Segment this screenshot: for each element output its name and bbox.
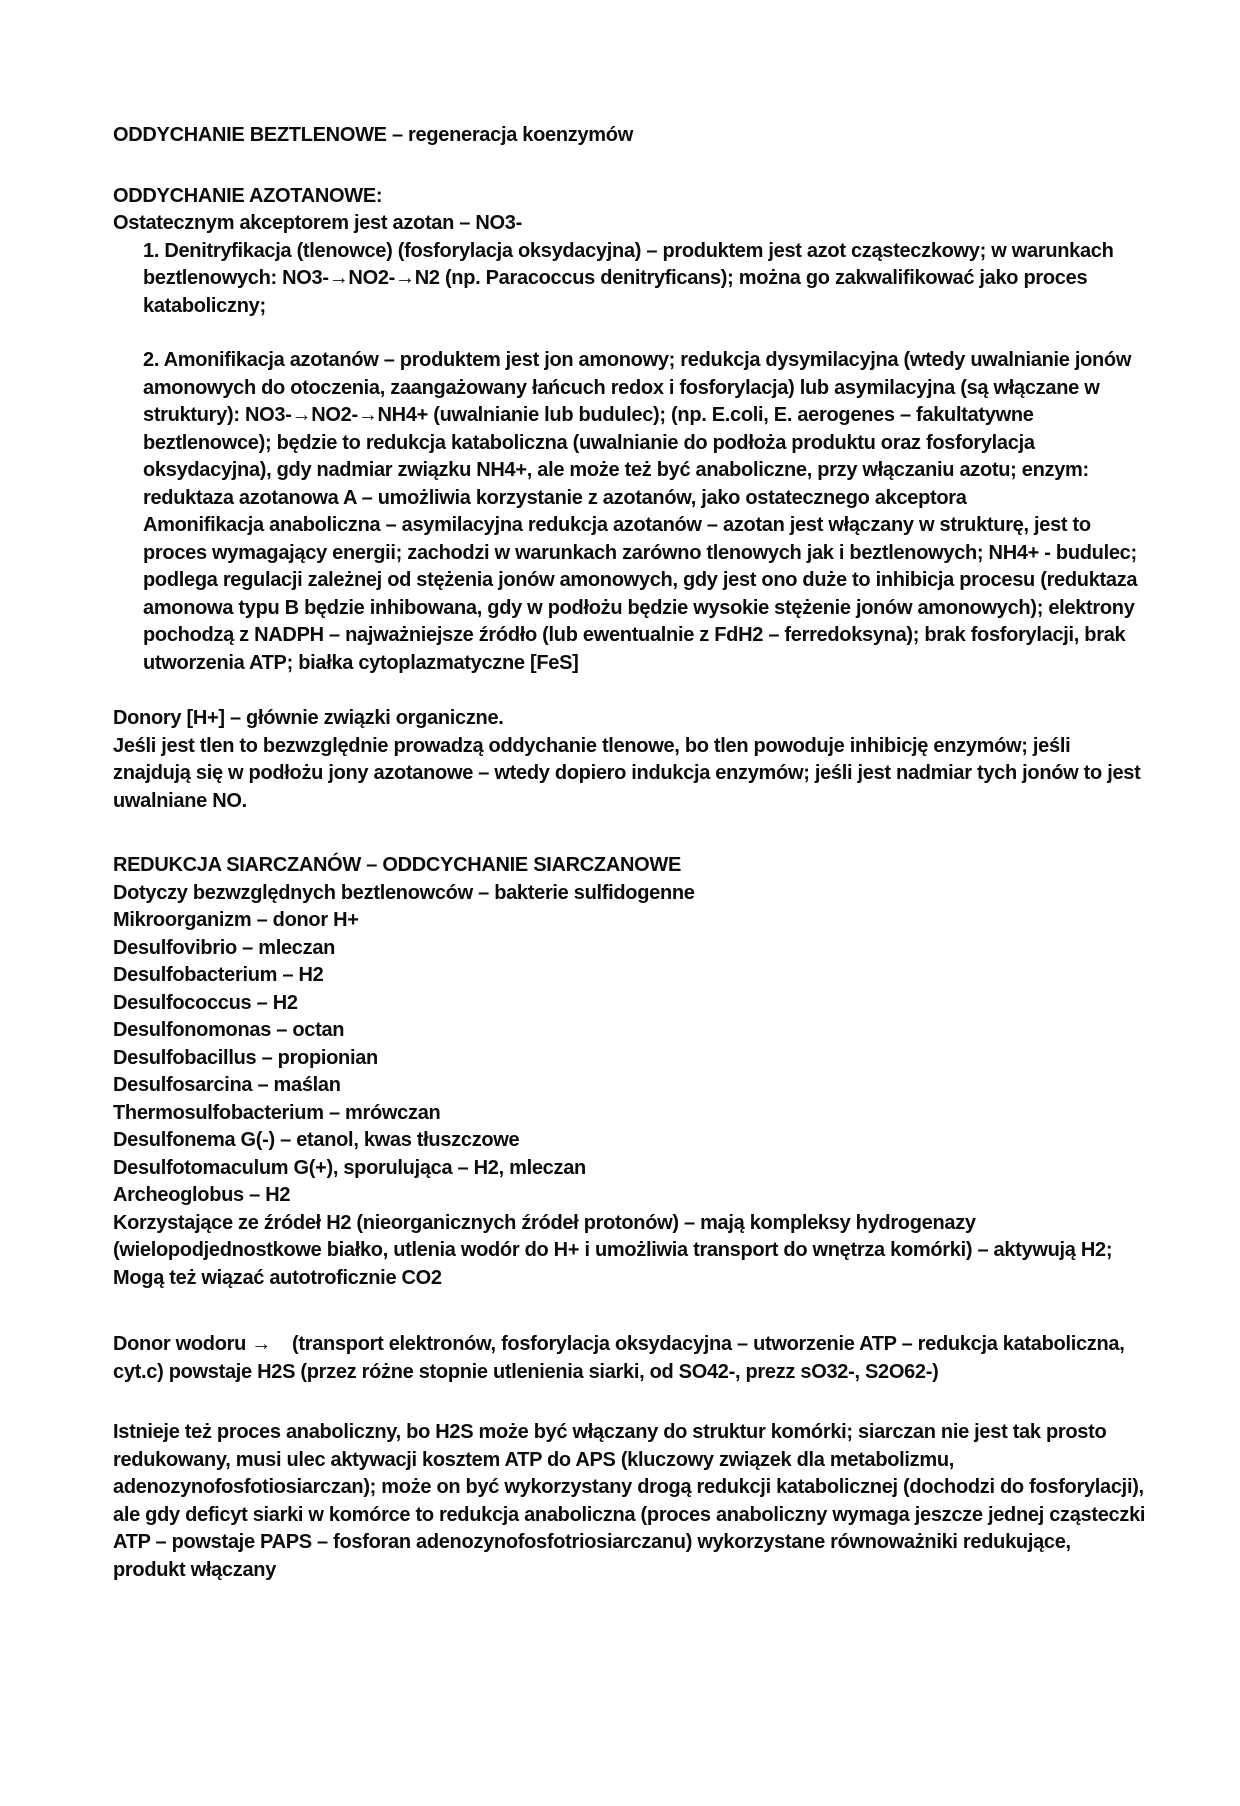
- nitrate-section-heading: ODDYCHANIE AZOTANOWE:: [113, 184, 383, 207]
- hydrogen-donor-paragraph: Donor wodoru → (transport elektronów, fosforylacja oksydacyjna – utworzenie ATP – redukcja kataboliczna, cyt.c) powstaje H2S (przez różne stopnie utlenienia siarki, od SO42-, prezz sO32-, S2O62-): [113, 1333, 1130, 1383]
- sulfate-section-heading: REDUKCJA SIARCZANÓW – ODDCYCHANIE SIARCZANOWE: [113, 854, 681, 876]
- h2-sources-paragraph: Korzystające ze źródeł H2 (nieorganicznych źródeł protonów) – mają kompleksy hydrogenazy (wielopodjednostkowe białko, utlenia wodór do H+ i umożliwia transport do wnętrza komórki) – aktywują H2;: [113, 1211, 1113, 1261]
- doc-title: ODDYCHANIE BEZTLENOWE – regeneracja koenzymów: [113, 124, 633, 146]
- oxygen-note-paragraph: Jeśli jest tlen to bezwzględnie prowadzą oddychanie tlenowe, bo tlen powoduje inhibicję enzymów; jeśli znajdują się w podłożu jony azotanowe – wtedy dopiero indukcja enzymów; jeśli jest nadmiar tych jonów to jest uwalniane NO.: [113, 734, 1146, 812]
- organism-list-item: Desulfovibrio – mleczan: [113, 936, 336, 959]
- organism-list-item: Thermosulfobacterium – mrówczan: [113, 1101, 441, 1124]
- anabolic-ammonification-paragraph: Amonifikacja anaboliczna – asymilacyjna redukcja azotanów – azotan jest włączany w strukturę, jest to proces wymagający energii; zachodzi w warunkach zarówno tlenowych jak i beztlenowych; NH4+ - budulec; podlega regulacji zależnej od stężenia jonów amonowych, gdy jest ono duże to inhibicja procesu (reduktaza amonowa typu B będzie inhibowana, gdy w podłożu będzie wysokie stężenie jonów amonowych); elektrony pochodzą z NADPH – najważniejsze źródło (lub ewentualnie z FdH2 – ferredoksyna); brak fosforylacji, brak utworzenia ATP; białka cytoplazmatyczne [FeS]: [143, 514, 1143, 674]
- organism-list-item: Desulfonema G(-) – etanol, kwas tłuszczowe: [113, 1129, 520, 1151]
- organism-list-item: Desulfosarcina – maślan: [113, 1074, 341, 1096]
- anabolic-sulfate-paragraph: Istnieje też proces anaboliczny, bo H2S może być włączany do struktur komórki; siarczan nie jest tak prosto redukowany, musi ulec aktywacji kosztem ATP do APS (kluczowy związek dla metabolizmu, adenozynofosfotiosiarczan); może on być wykorzystany drogą redukcji katabolicznej (dochodzi do fosforylacji), ale gdy deficyt siarki w komórce to redukcja anaboliczna (proces anaboliczny wymaga jeszcze jednej cząsteczki ATP – powstaje PAPS – fosforan adenozynofosfotriosiarczanu) wykorzystane równoważniki redukujące, produkt włączany: [113, 1421, 1150, 1581]
- organism-list-item: Desulfobacterium – H2: [113, 964, 324, 986]
- sulfate-subheading: Dotyczy bezwzględnych beztlenowców – bakterie sulfidogenne: [113, 881, 695, 904]
- organism-list-item: Desulfobacillus – propionian: [113, 1046, 378, 1069]
- organism-list-item: Desulfotomaculum G(+), sporulująca – H2, mleczan: [113, 1156, 586, 1179]
- organism-donor-caption: Mikroorganizm – donor H+: [113, 909, 359, 931]
- ammonification-item: 2. Amonifikacja azotanów – produktem jest jon amonowy; redukcja dysymilacyjna (wtedy uwalnianie jonów amonowych do otoczenia, zaangażowany łańcuch redox i fosforylacja) lub asymilacyjna (są włączane w struktury): NO3-→NO2-→NH4+ (uwalnianie lub budulec); (np. E.coli, E. aerogenes – fakultatywne beztlenowce); będzie to redukcja kataboliczna (uwalnianie do podłoża produktu oraz fosforylacja oksydacyjna), gdy nadmiar związku NH4+, ale może też być anaboliczne, przy włączaniu azotu; enzym: reduktaza azotanowa A – umożliwia korzystanie z azotanów, jako ostatecznego akceptora: [143, 349, 1137, 509]
- organism-list-item: Desulfococcus – H2: [113, 991, 298, 1014]
- organism-list-item: Archeoglobus – H2: [113, 1184, 291, 1206]
- nitrate-intro-line: Ostatecznym akceptorem jest azotan – NO3-: [113, 212, 522, 234]
- organism-list-item: Desulfonomonas – octan: [113, 1019, 345, 1041]
- donors-line: Donory [H+] – głównie związki organiczne.: [113, 707, 504, 729]
- denitrification-item: 1. Denitryfikacja (tlenowce) (fosforylacja oksydacyjna) – produktem jest azot cząsteczkowy; w warunkach beztlenowych: NO3-→NO2-→N2 (np. Paracoccus denitryficans); można go zakwalifikować jako proces kataboliczny;: [143, 239, 1119, 317]
- co2-note-line: Mogą też wiązać autotroficznie CO2: [113, 1266, 442, 1289]
